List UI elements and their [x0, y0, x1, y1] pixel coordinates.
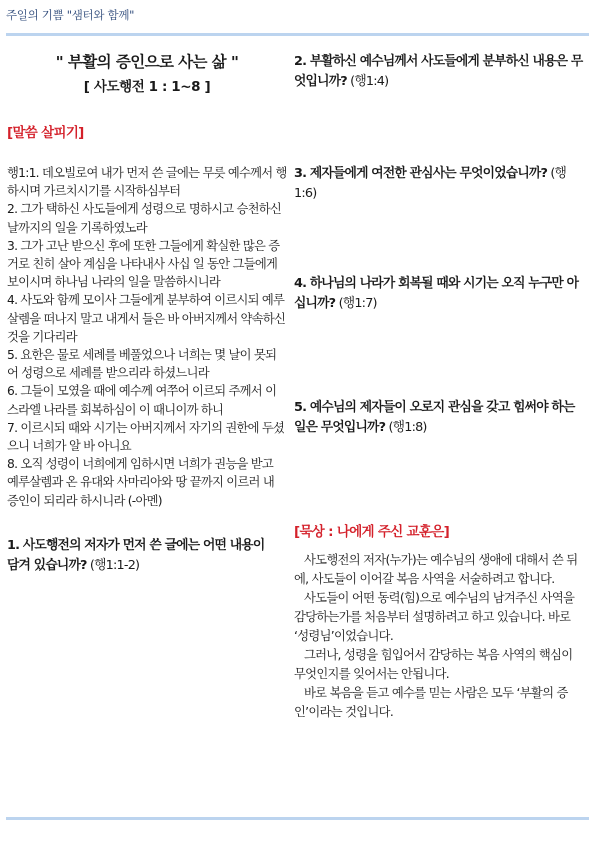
question-cite: (행1:4)	[346, 74, 389, 89]
question-cite: (행1:6)	[294, 166, 567, 201]
meditation-body	[294, 551, 584, 722]
left-column	[7, 44, 287, 576]
page-header: 주일의 기쁨 "샘터와 함께"	[6, 8, 135, 22]
question-3	[294, 164, 584, 204]
verse: 6. 그들이 모였을 때에 예수께 여쭈어 이르되 주께서 이스라엘 나라를 회복하심이 이 때니이까 하니	[7, 384, 277, 417]
verse: 행1:1. 데오빌로여 내가 먼저 쓴 글에는 무릇 예수께서 행하시며 가르치시기를 시작하심부터	[7, 166, 287, 199]
question-text: 4. 하나님의 나라가 회복될 때와 시기는 오직 누구만 아십니까?	[294, 276, 579, 311]
question-text: 3. 제자들에게 여전한 관심사는 무엇이었습니까?	[294, 166, 548, 181]
scripture-heading: [말씀 살피기]	[7, 125, 84, 141]
bottom-divider	[6, 817, 589, 820]
title-block	[7, 50, 287, 95]
meditation-paragraph: 사도행전의 저자(누가)는 예수님의 생애에 대해서 쓴 뒤에, 사도들이 이어갈 복음 사역을 서술하려고 합니다.	[294, 553, 578, 586]
top-divider	[6, 33, 589, 36]
question-cite: (행1:7)	[335, 296, 377, 311]
scripture-reference: [ 사도행전 1 : 1~8 ]	[83, 79, 211, 95]
question-1	[7, 536, 279, 576]
verse: 5. 요한은 물로 세례를 베풀었으나 너희는 몇 날이 못되어 성령으로 세례를 받으리라 하셨느니라	[7, 348, 277, 381]
verse: 7. 이르시되 때와 시기는 아버지께서 자기의 권한에 두셨으니 너희가 알 바 아니요	[7, 420, 285, 454]
right-column	[294, 44, 584, 722]
question-text: 1. 사도행전의 저자가 먼저 쓴 글에는 어떤 내용이 담겨 있습니까?	[7, 537, 265, 573]
meditation-paragraph: 사도들이 어떤 동력(힘)으로 예수님의 남겨주신 사역을 감당하는가를 처음부터 설명하려고 하고 있습니다. 바로 ‘성령님’이었습니다.	[294, 591, 575, 643]
question-cite: (행1:8)	[385, 420, 427, 435]
question-text: 5. 예수님의 제자들이 오로지 관심을 갖고 힘써야 하는 일은 무엇입니까?	[294, 400, 575, 435]
meditation-paragraph: 그러나, 성령을 힘입어서 감당하는 복음 사역의 핵심이 무엇인지를 잊어서는 안됩니다.	[294, 648, 573, 681]
verse: 3. 그가 고난 받으신 후에 또한 그들에게 확실한 많은 증거로 친히 살아 계심을 나타내사 사십 일 동안 그들에게 보이시며 하나님 나라의 일을 말씀하시니라	[7, 238, 280, 290]
sermon-title: " 부활의 증인으로 사는 삶 "	[55, 53, 239, 71]
verse: 8. 오직 성령이 너희에게 임하시면 너희가 권능을 받고 예루살렘과 온 유대와 사마리아와 땅 끝까지 이르러 내 증인이 되리라 하시니라 (-아멘)	[7, 457, 274, 508]
question-2	[294, 52, 584, 92]
question-text: 2. 부활하신 예수님께서 사도들에게 분부하신 내용은 무엇입니까?	[294, 54, 583, 89]
meditation-paragraph: 바로 복음을 듣고 예수를 믿는 사람은 모두 ‘부활의 증인’이라는 것입니다.	[294, 686, 568, 719]
verse: 4. 사도와 함께 모이사 그들에게 분부하여 이르시되 예루살렘을 떠나지 말고 내게서 들은 바 아버지께서 약속하신 것을 기다리라	[7, 293, 286, 344]
verse: 2. 그가 택하신 사도들에게 성령으로 명하시고 승천하신 날까지의 일을 기록하였노라	[7, 202, 282, 235]
question-5	[294, 398, 584, 438]
meditation-heading: [묵상 : 나에게 주신 교훈은]	[294, 524, 450, 540]
question-cite: (행1:1-2)	[86, 557, 140, 573]
scripture-passage	[7, 164, 287, 510]
question-4	[294, 274, 584, 314]
